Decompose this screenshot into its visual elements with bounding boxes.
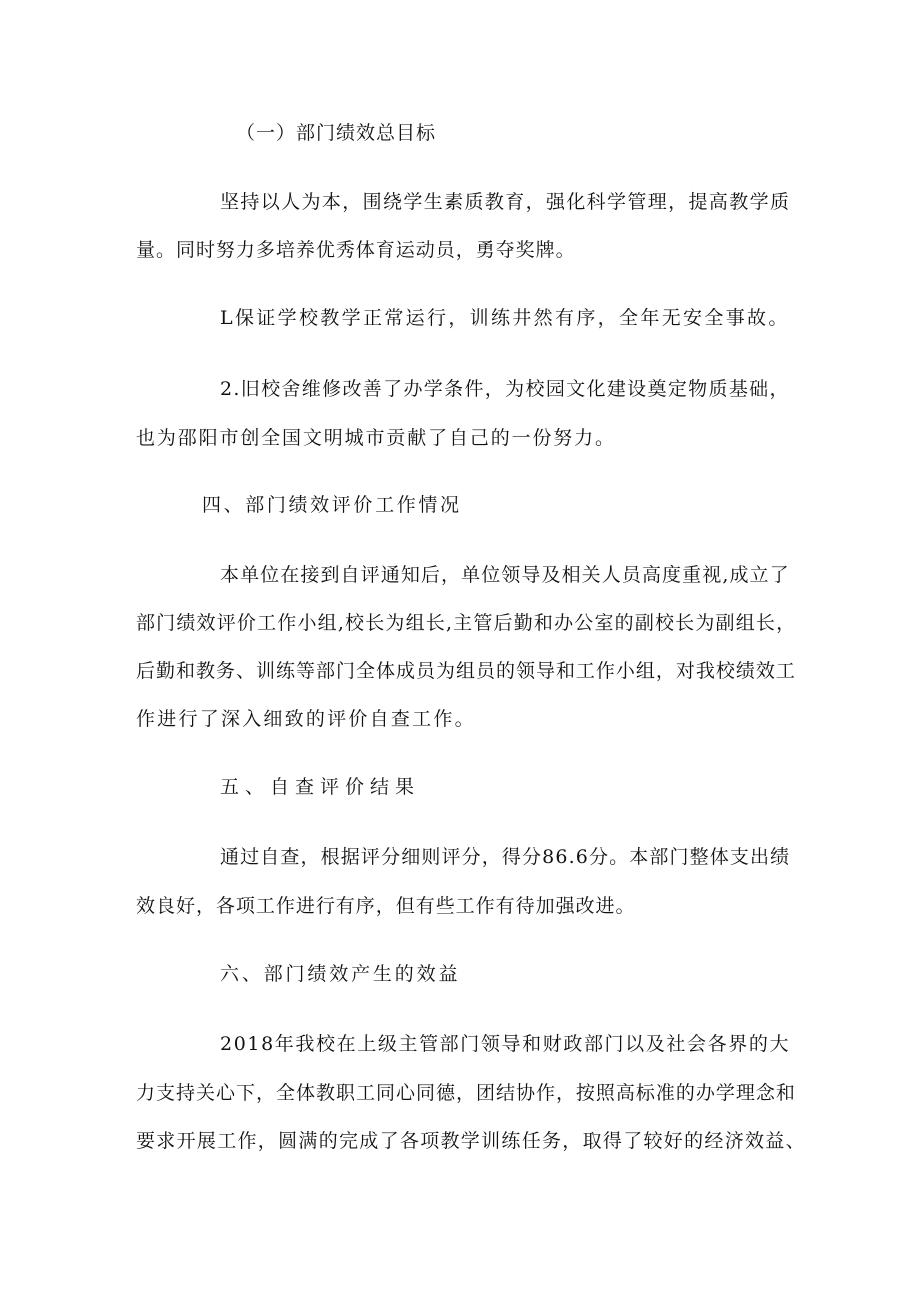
paragraph-line: 2018年我校在上级主管部门领导和财政部门以及社会各界的大 — [220, 1033, 791, 1055]
paragraph-line: 坚持以人为本，围绕学生素质教育，强化科学管理，提高教学质 — [220, 191, 791, 213]
section-heading-5: 五、自查评价结果 — [220, 776, 421, 798]
paragraph-line: 也为邵阳市创全国文明城市贡献了自己的一份努力。 — [136, 427, 616, 449]
paragraph-line: 作进行了深入细致的评价自查工作。 — [136, 708, 476, 730]
section-heading-6: 六、部门绩效产生的效益 — [220, 963, 461, 985]
paragraph-line: 部门绩效评价工作小组,校长为组长,主管后勤和办公室的副校长为副组长， — [136, 612, 797, 634]
paragraph-line: 后勤和教务、训练等部门全体成员为组员的领导和工作小组，对我校绩效工 — [136, 660, 796, 682]
paragraph-line: 本单位在接到自评通知后，单位领导及相关人员高度重视,成立了 — [220, 564, 790, 586]
paragraph-line: 2.旧校舍维修改善了办学条件，为校园文化建设奠定物质基础， — [220, 378, 790, 400]
paragraph-line: 通过自查，根据评分细则评分，得分86.6分。本部门整体支出绩 — [220, 846, 791, 868]
paragraph-line: 要求开展工作，圆满的完成了各项教学训练任务，取得了较好的经济效益、 — [136, 1130, 806, 1152]
paragraph-line: 力支持关心下，全体教职工同心同德，团结协作，按照高标准的办学理念和 — [136, 1082, 796, 1104]
paragraph-line: 量。同时努力多培养优秀体育运动员，勇夺奖牌。 — [136, 239, 576, 261]
paragraph-line: 效良好，各项工作进行有序，但有些工作有待加强改进。 — [136, 895, 636, 917]
subsection-heading-goal: （一）部门绩效总目标 — [236, 122, 437, 144]
section-heading-4: 四、部门绩效评价工作情况 — [202, 494, 462, 516]
paragraph-line: L保证学校教学正常运行，训练井然有序，全年无安全事故。 — [220, 307, 790, 329]
